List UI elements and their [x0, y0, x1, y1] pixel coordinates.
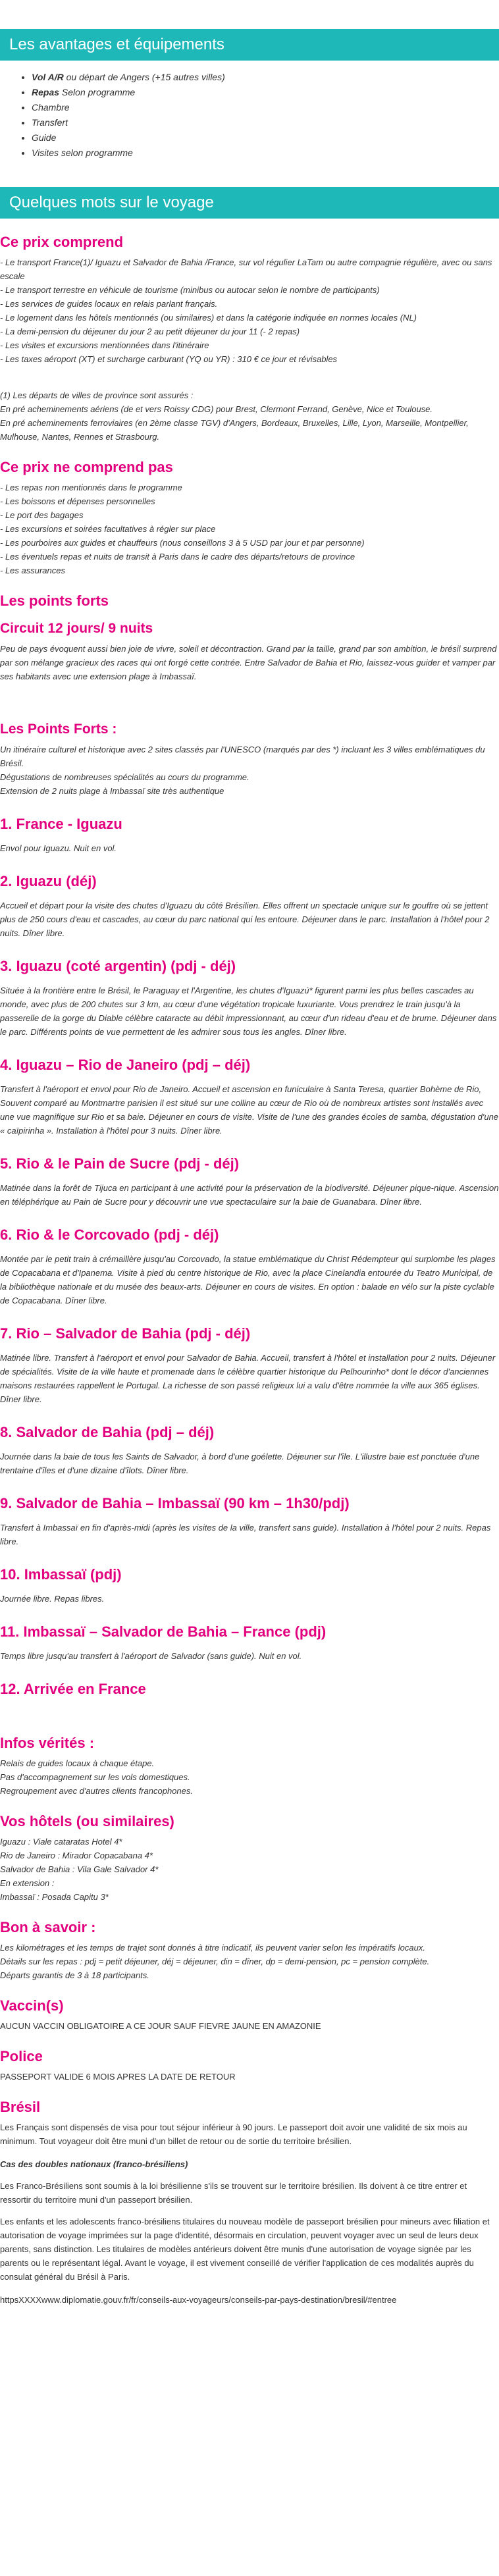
day-title: 4. Iguazu – Rio de Janeiro (pdj – déj)	[0, 1057, 251, 1073]
diplomatie-link[interactable]: httpsXXXXwww.diplomatie.gouv.fr/fr/conseils-aux-voyageurs/conseils-par-pays-destination/bresil/#entree	[0, 2295, 397, 2305]
list-item: • Chambre	[32, 100, 499, 115]
day-text: Matinée libre. Transfert à l'aéroport et envol pour Salvador de Bahia. Accueil, transfert à l'hôtel et installation pour 2 nuits. Déjeuner de spécialités. Visite de la ville haute et promenade dans le célèbre quartier historique du Pelhourinho* dont le décor d'anciennes maisons restaurées rappellent le Portugal. La richesse de son passé religieux lui a valu d'être nommée la ville aux 365 églises. Dîner libre.	[0, 1353, 496, 1404]
day-text: Temps libre jusqu'au transfert à l'aéroport de Salvador (sans guide). Nuit en vol.	[0, 1651, 302, 1661]
police-title: Police	[0, 2048, 43, 2064]
forts-title: Les Points Forts :	[0, 722, 117, 737]
bresil-title: Brésil	[0, 2099, 41, 2115]
infos-list: Relais de guides locaux à chaque étape. Pas d'accompagnement sur les vols domestiques. Regroupement avec d'autres clients francophones.	[0, 1758, 193, 1796]
day-text: Envol pour Iguazu. Nuit en vol.	[0, 843, 117, 853]
day-text: Transfert à Imbassaï en fin d'après-midi (après les visites de la ville, transfert sans guide). Installation à l'hôtel pour 2 nuits. Repas libre.	[0, 1523, 491, 1546]
prix-comprend-title: Ce prix comprend	[0, 234, 124, 250]
day-text: Journée libre. Repas libres.	[0, 1594, 105, 1604]
day-text: Située à la frontière entre le Brésil, le Paraguay et l'Argentine, les chutes d'Iguazú* figurent parmi les plus belles cascades au monde, avec plus de 200 chutes sur 3 km, au cœur d'une végétation tropicale luxuriante. Vous prendrez le train jusqu'à la passerelle de la gorge du Diable célèbre cataracte au débit impressionnant, au cœur d'un rideau d'eau et de brume. Déjeuner dans le parc. Différents points de vue permettent de les admirer sous tous les angles. Dîner libre.	[0, 986, 497, 1037]
day-title: 12. Arrivée en France	[0, 1681, 146, 1697]
avantages-banner: Les avantages et équipements	[0, 29, 499, 61]
bresil-visa: Les Français sont dispensés de visa pour tout séjour inférieur à 90 jours. Le passeport doit avoir une validité de six mois au minimum. Tout voyageur doit être muni d'un billet de retour ou de sortie du territoire brésilien.	[0, 2122, 467, 2146]
hotels-title: Vos hôtels (ou similaires)	[0, 1813, 174, 1829]
prix-ne-comprend-title: Ce prix ne comprend pas	[0, 459, 173, 475]
infos-title: Infos vérités :	[0, 1735, 95, 1751]
day-title: 3. Iguazu (coté argentin) (pdj - déj)	[0, 958, 236, 974]
list-item: • Repas Selon programme	[32, 85, 499, 100]
savoir-title: Bon à savoir :	[0, 1919, 96, 1935]
bresil-loi: Les Franco-Brésiliens sont soumis à la loi brésilienne s'ils se trouvent sur le territoire brésilien. Ils doivent à ce titre entrer et ressortir du territoire muni d'un passeport brésilien.	[0, 2181, 467, 2205]
savoir-list: Les kilométrages et les temps de trajet sont donnés à titre indicatif, ils peuvent varier selon les impératifs locaux. Détails sur les repas : pdj = petit déjeuner, déj = déjeuner, din = dîner, dp = demi-pension, pc = pension complète. Départs garantis de 3 à 18 participants.	[0, 1943, 430, 1980]
bresil-double-nationaux: Cas des doubles nationaux (franco-brésiliens)	[0, 2159, 188, 2169]
circuit-title: Circuit 12 jours/ 9 nuits	[0, 621, 153, 636]
day-title: 7. Rio – Salvador de Bahia (pdj - déj)	[0, 1325, 251, 1342]
circuit-text: Peu de pays évoquent aussi bien joie de vivre, soleil et décontraction. Grand par la taille, grand par son ambition, le brésil surprend par son mélange gracieux des races qui ont forgé cette contrée. Entre Salvador de Bahia et Rio, laissez-vous guider et vamper par ses habitants avec une extension plage à Imbassaï.	[0, 644, 497, 681]
forts-list: Un itinéraire culturel et historique avec 2 sites classés par l'UNESCO (marqués par des *) incluant les 3 villes emblématiques du Brésil. Dégustations de nombreuses spécialités au cours du programme. Extension de 2 nuits plage à Imbassaï site très authentique	[0, 745, 485, 796]
prix-notes: (1) Les départs de villes de province sont assurés : En pré acheminements aériens (de et vers Roissy CDG) pour Brest, Clermont Ferrand, Genève, Nice et Toulouse. En pré acheminements ferroviaires (en 2ème classe TGV) d'Angers, Bordeaux, Bruxelles, Lille, Lyon, Marseille, Montpellier, Mulhouse, Nantes, Rennes et Strasbourg.	[0, 390, 469, 442]
day-text: Journée dans la baie de tous les Saints de Salvador, à bord d'une goélette. Déjeuner sur l'île. L'illustre baie est ponctuée d'une trentaine d'îles et d'une dizaine d'îlots. Dîner libre.	[0, 1452, 480, 1475]
vaccin-text: AUCUN VACCIN OBLIGATOIRE A CE JOUR SAUF FIEVRE JAUNE EN AMAZONIE	[0, 2021, 321, 2031]
day-title: 2. Iguazu (déj)	[0, 873, 97, 889]
itinerary	[0, 815, 499, 1698]
day-title: 9. Salvador de Bahia – Imbassaï (90 km – 1h30/pdj)	[0, 1495, 350, 1511]
voyage-banner: Quelques mots sur le voyage	[0, 187, 499, 219]
vaccin-title: Vaccin(s)	[0, 1997, 64, 2014]
list-item: • Vol A/R ou départ de Angers (+15 autres villes)	[32, 70, 499, 85]
prix-comprend-list: - Le transport France(1)/ Iguazu et Salvador de Bahia /France, sur vol régulier LaTam ou autre compagnie régulière, avec ou sans escale - Le transport terrestre en véhicule de tourisme (minibus ou autocar selon le nombre de participants) - Les services de guides locaux en relais parlant français. - Le logement dans les hôtels mentionnés (ou similaires) et dans la catégorie indiquée en normes locales (NL) - La demi-pension du déjeuner du jour 2 au petit déjeuner du jour 11 (- 2 repas) - Les visites et excursions mentionnées dans l'itinéraire - Les taxes aéroport (XT) et surcharge carburant (YQ ou YR) : 310 € ce jour et révisables	[0, 257, 492, 364]
list-item: • Visites selon programme	[32, 145, 499, 161]
list-item: • Guide	[32, 130, 499, 145]
hotels-list: Iguazu : Viale cataratas Hotel 4* Rio de Janeiro : Mirador Copacabana 4* Salvador de Bahia : Vila Gale Salvador 4* En extension : Imbassaï : Posada Capitu 3*	[0, 1837, 159, 1902]
day-text: Accueil et départ pour la visite des chutes d'Iguazu du côté Brésilien. Elles offrent un spectacle unique sur le gouffre où se jettent plus de 250 cours d'eau et cascades, au cœur du parc national qui les entoure. Déjeuner dans le parc. Installation à l'hôtel pour 2 nuits. Dîner libre.	[0, 901, 490, 938]
day-title: 8. Salvador de Bahia (pdj – déj)	[0, 1424, 215, 1440]
day-title: 5. Rio & le Pain de Sucre (pdj - déj)	[0, 1155, 240, 1172]
day-title: 6. Rio & le Corcovado (pdj - déj)	[0, 1226, 219, 1243]
police-text: PASSEPORT VALIDE 6 MOIS APRES LA DATE DE RETOUR	[0, 2072, 236, 2082]
list-item: • Transfert	[32, 115, 499, 130]
features-list	[0, 70, 499, 161]
day-title: 11. Imbassaï – Salvador de Bahia – France (pdj)	[0, 1623, 327, 1640]
day-title: 10. Imbassaï (pdj)	[0, 1566, 122, 1583]
prix-ne-comprend-list: - Les repas non mentionnés dans le programme - Les boissons et dépenses personnelles - Le port des bagages - Les excursions et soirées facultatives à régler sur place - Les pourboires aux guides et chauffeurs (nous conseillons 3 à 5 USD par jour et par personne) - Les éventuels repas et nuits de transit à Paris dans le cadre des départs/retours de province - Les assurances	[0, 483, 365, 575]
bresil-enfants: Les enfants et les adolescents franco-brésiliens titulaires du nouveau modèle de passeport brésilien pour mineurs avec filiation et autorisation de voyage imprimées sur la page d'identité, désormais en circulation, peuvent voyager avec un seul de leurs deux parents, sans distinction. Les titulaires de modèles antérieurs doivent être munis d'une autorisation de voyage signée par les parents ou le représentant légal. Avant le voyage, il est vivement conseillé de vérifier l'application de ces modalités auprès du consulat général du Brésil à Paris.	[0, 2217, 490, 2282]
points-forts-title: Les points forts	[0, 592, 109, 609]
day-text: Montée par le petit train à crémaillère jusqu'au Corcovado, la statue emblématique du Christ Rédempteur qui surplombe les plages de Copacabana et d'Ipanema. Visite à pied du centre historique de Rio, avec la place Cinelandia entourée du Teatro Municipal, de la bibliothèque nationale et du musée des beaux-arts. Déjeuner en cours de visites. En option : balade en vélo sur la piste cyclable de Copacabana. Dîner libre.	[0, 1254, 496, 1305]
day-text: Transfert à l'aéroport et envol pour Rio de Janeiro. Accueil et ascension en funiculaire à Santa Teresa, quartier Bohème de Rio, Souvent comparé au Montmartre parisien il est situé sur une colline au cœur de Rio où de nombreux artistes sont installés avec une vue magnifique sur Rio et sa baie. Déjeuner en cours de visite. Visite de l'une des grandes écoles de samba, dégustation d'une « caïpirinha ». Installation à l'hôtel pour 3 nuits. Dîner libre.	[0, 1084, 499, 1136]
day-title: 1. France - Iguazu	[0, 816, 122, 832]
day-text: Matinée dans la forêt de Tijuca en participant à une activité pour la préservation de la biodiversité. Déjeuner pique-nique. Ascension en téléphérique au Pain de Sucre pour y découvrir une vue spectaculaire sur la baie de Guanabara. Dîner libre.	[0, 1183, 499, 1207]
